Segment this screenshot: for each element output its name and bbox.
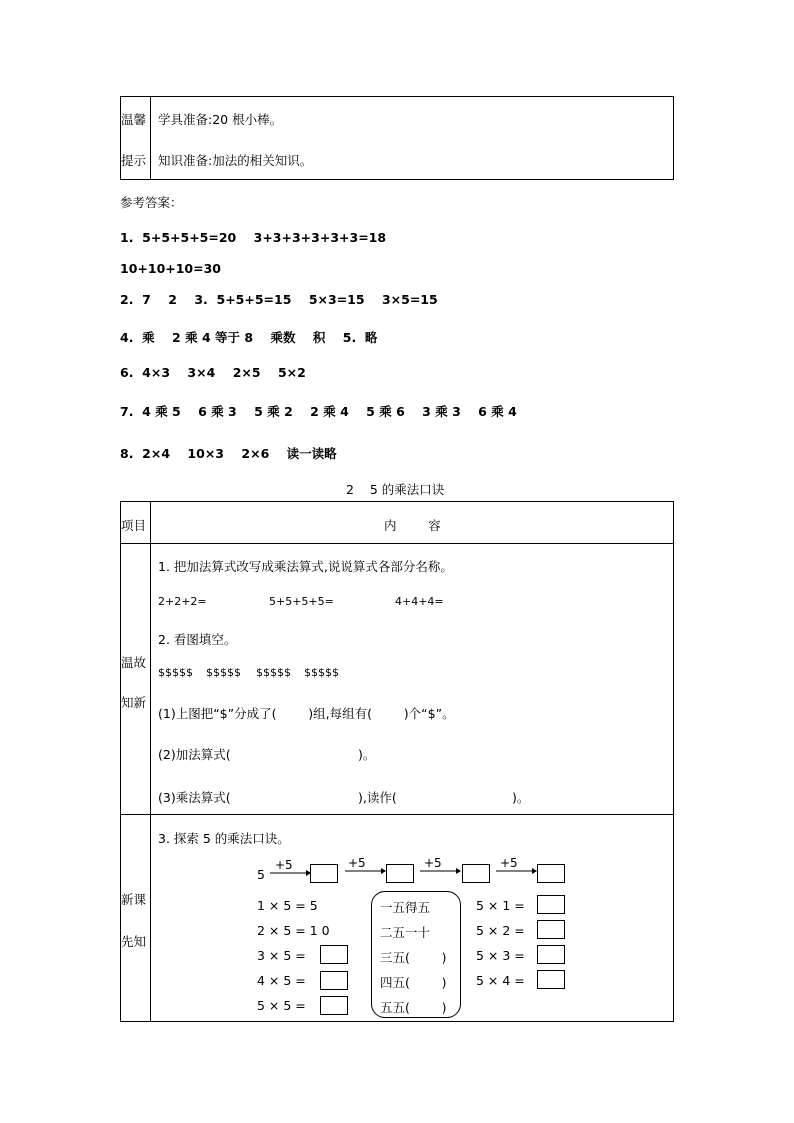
answer-line-1: 1. 5+5+5+5=20 3+3+3+3+3+3=18 xyxy=(120,230,387,245)
left-eq-5: 5 × 5 = xyxy=(257,998,306,1013)
chain-answer-box[interactable] xyxy=(386,864,414,883)
left-eq-1: 1 × 5 = 5 xyxy=(257,898,318,913)
question-2-3-start: (3)乘法算式( xyxy=(158,790,231,805)
left-eq-4: 4 × 5 = xyxy=(257,973,306,988)
answers-heading: 参考答案： xyxy=(120,195,183,210)
right-eq-1-box[interactable] xyxy=(537,895,565,914)
chain-arrow-3 xyxy=(418,856,462,876)
right-eq-4: 5 × 4 = xyxy=(476,973,525,988)
q1-expr-3: 4+4+4= xyxy=(395,595,444,608)
right-eq-4-box[interactable] xyxy=(537,970,565,989)
rhyme-3: 三五( ) xyxy=(380,950,447,965)
q1-expr-2: 5+5+5+5= xyxy=(269,595,334,608)
tip-label-bottom: 提示 xyxy=(121,153,147,168)
answer-line-2: 10+10+10=30 xyxy=(120,261,222,276)
dollar-group-4: $$$$$ xyxy=(304,666,339,679)
chain-step-label: +5 xyxy=(500,856,518,870)
question-2-2-start: (2)加法算式( xyxy=(158,747,231,762)
right-eq-2-box[interactable] xyxy=(537,920,565,939)
header-content: 内 容 xyxy=(384,518,441,533)
answer-line-6: 7. 4 乘 5 6 乘 3 5 乘 2 2 乘 4 5 乘 6 3 乘 3 6 乘 4 xyxy=(120,404,517,419)
right-eq-2: 5 × 2 = xyxy=(476,923,525,938)
section1-label-b: 知新 xyxy=(121,695,147,710)
answer-line-5: 6. 4×3 3×4 2×5 5×2 xyxy=(120,365,306,380)
chain-step-label: +5 xyxy=(424,856,442,870)
right-eq-1: 5 × 1 = xyxy=(476,898,525,913)
left-eq-3-box[interactable] xyxy=(320,945,348,964)
rhyme-4: 四五( ) xyxy=(380,975,447,990)
question-2-2-end: )。 xyxy=(358,747,376,762)
question-2: 2. 看图填空。 xyxy=(158,632,237,647)
chain-arrow-2 xyxy=(343,856,387,876)
dollar-group-2: $$$$$ xyxy=(206,666,241,679)
question-2-3-end: )。 xyxy=(512,790,530,805)
left-eq-5-box[interactable] xyxy=(320,996,348,1015)
section1-label-a: 温故 xyxy=(121,655,147,670)
chain-answer-box[interactable] xyxy=(310,864,338,883)
dollar-group-1: $$$$$ xyxy=(158,666,193,679)
question-1: 1. 把加法算式改写成乘法算式,说说算式各部分名称。 xyxy=(158,559,453,574)
rhyme-5: 五五( ) xyxy=(380,1000,447,1015)
rhyme-2: 二五一十 xyxy=(380,925,431,940)
chain-answer-box[interactable] xyxy=(537,864,565,883)
left-eq-4-box[interactable] xyxy=(320,971,348,990)
header-item: 项目 xyxy=(121,518,147,533)
question-2-1: (1)上图把“$”分成了( )组,每组有( )个“$”。 xyxy=(158,706,455,721)
chain-start: 5 xyxy=(257,867,265,882)
right-eq-3-box[interactable] xyxy=(537,945,565,964)
tip-supplies: 学具准备:20 根小棒。 xyxy=(158,112,283,127)
answer-line-4: 4. 乘 2 乘 4 等于 8 乘数 积 5. 略 xyxy=(120,330,378,345)
chain-step-label: +5 xyxy=(275,858,293,872)
tip-knowledge: 知识准备:加法的相关知识。 xyxy=(158,153,313,168)
q1-expr-1: 2+2+2= xyxy=(158,595,207,608)
dollar-group-3: $$$$$ xyxy=(256,666,291,679)
section2-label-a: 新课 xyxy=(121,892,147,907)
left-eq-2: 2 × 5 = 1 0 xyxy=(257,923,330,938)
chain-answer-box[interactable] xyxy=(462,864,490,883)
chain-step-label: +5 xyxy=(348,856,366,870)
question-2-3-mid: ),读作( xyxy=(358,790,397,805)
section2-label-b: 先知 xyxy=(121,934,147,949)
answer-line-7: 8. 2×4 10×3 2×6 读一读略 xyxy=(120,446,337,461)
tip-label-top: 温馨 xyxy=(121,112,147,127)
answer-line-3: 2. 7 2 3. 5+5+5=15 5×3=15 3×5=15 xyxy=(120,292,438,307)
lesson-title: 2 5 的乘法口诀 xyxy=(346,482,445,497)
left-eq-3: 3 × 5 = xyxy=(257,948,306,963)
chain-arrow-4 xyxy=(494,856,538,876)
question-3: 3. 探索 5 的乘法口诀。 xyxy=(158,831,290,846)
chain-arrow-1 xyxy=(268,858,312,878)
rhyme-1: 一五得五 xyxy=(380,900,431,915)
right-eq-3: 5 × 3 = xyxy=(476,948,525,963)
